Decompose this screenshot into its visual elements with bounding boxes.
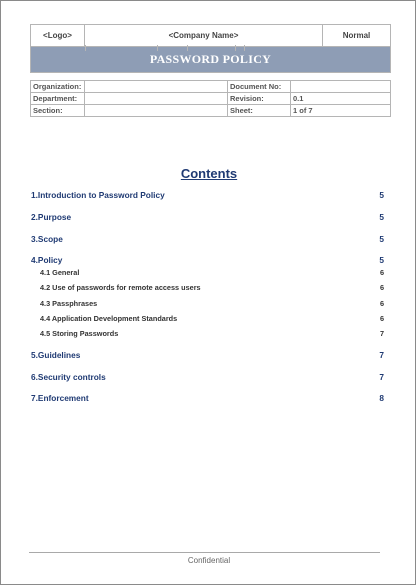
revision-value: 0.1 [291,93,391,105]
footer-divider [29,552,380,553]
document-info-table [30,80,391,117]
toc-entry[interactable]: 6.Security controls 7 [31,372,384,382]
contents-heading: Contents [180,166,238,181]
document-no-value [291,81,391,93]
document-no-label: Document No: [228,81,291,93]
sheet-label: Sheet: [228,105,291,117]
classification-label: Normal [323,25,391,47]
sheet-value: 1 of 7 [291,105,391,117]
toc-entry[interactable]: 4.Policy 5 [31,255,384,265]
company-name-placeholder: <Company Name> [85,25,323,47]
header-cell-dividers [85,45,245,51]
organization-value [85,81,228,93]
toc-entry[interactable]: 3.Scope 5 [31,234,384,244]
footer-confidential: Confidential [187,556,231,565]
logo-placeholder: <Logo> [31,25,85,47]
toc-entry[interactable]: 7.Enforcement 8 [31,393,384,403]
section-label: Section: [31,105,85,117]
toc-entry[interactable]: 1.Introduction to Password Policy 5 [31,190,384,200]
toc-subentry[interactable]: 4.3 Passphrases 6 [40,299,384,308]
toc-entry[interactable]: 5.Guidelines 7 [31,350,384,360]
department-label: Department: [31,93,85,105]
toc-subentry[interactable]: 4.2 Use of passwords for remote access users 6 [40,283,384,292]
section-value [85,105,228,117]
organization-label: Organization: [31,81,85,93]
revision-label: Revision: [228,93,291,105]
toc-entry[interactable]: 2.Purpose 5 [31,212,384,222]
toc-subentry[interactable]: 4.1 General 6 [40,268,384,277]
department-value [85,93,228,105]
toc-subentry[interactable]: 4.5 Storing Passwords 7 [40,329,384,338]
document-title: PASSWORD POLICY [31,47,391,73]
toc-subentry[interactable]: 4.4 Application Development Standards 6 [40,314,384,323]
